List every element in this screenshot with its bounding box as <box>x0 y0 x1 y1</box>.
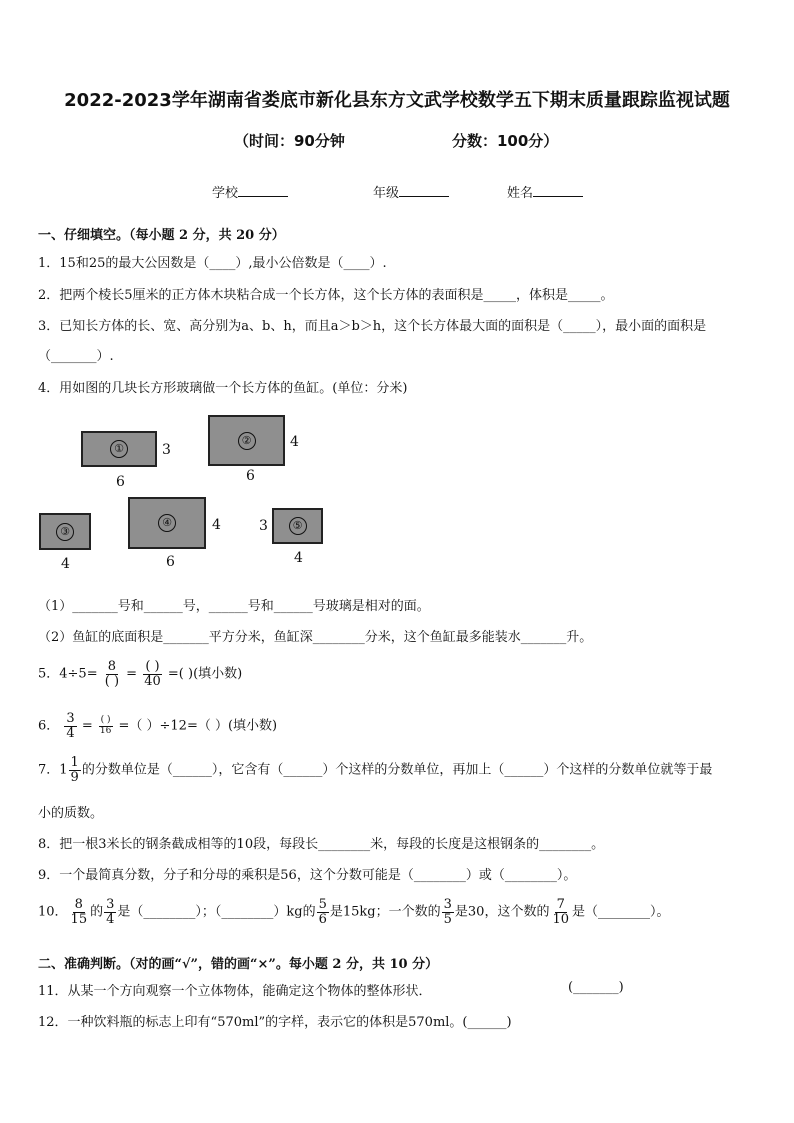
glass-rect-3 <box>39 513 91 550</box>
question-1: 1．15和25的最大公因数是（____）,最小公倍数是（____）. <box>38 256 387 271</box>
rect-4-width: 6 <box>166 554 175 570</box>
q10-b-num: 3 <box>106 897 115 912</box>
q6-fraction-2 <box>98 716 113 736</box>
glass-rect-1 <box>81 431 157 467</box>
question-12: 12．一种饮料瓶的标志上印有“570ml”的字样，表示它的体积是570ml。(______) <box>38 1015 512 1030</box>
q10-a-num: 8 <box>74 897 83 912</box>
q5-prefix: 5．4÷5= <box>38 666 98 682</box>
q10-e-den: 10 <box>552 911 569 927</box>
question-4-part-1: （1）_______号和______号，______号和______号玻璃是相对的面。 <box>38 599 430 614</box>
rect-2-height: 4 <box>290 434 299 450</box>
name-blank[interactable] <box>533 184 583 197</box>
q6-fraction-1 <box>64 712 76 740</box>
q6-prefix: 6． <box>38 718 60 734</box>
q10-c-num: 5 <box>318 897 327 912</box>
rect-4-height: 4 <box>212 517 221 533</box>
question-2: 2．把两个棱长5厘米的正方体木块粘合成一个长方体，这个长方体的表面积是_____，体积是_____。 <box>38 288 614 303</box>
page-title: 2022-2023学年湖南省娄底市新化县东方文武学校数学五下期末质量跟踪监视试题 <box>64 90 730 111</box>
q10-b-den: 4 <box>106 911 115 927</box>
q10-e-num: 7 <box>556 897 565 912</box>
glass-rect-2 <box>208 415 285 466</box>
question-4-part-2: （2）鱼缸的底面积是_______平方分米，鱼缸深________分米，这个鱼缸最多能装水_______升。 <box>38 630 593 645</box>
grade-label: 年级 <box>373 186 400 201</box>
grade-blank[interactable] <box>399 184 449 197</box>
q6-f2-num[interactable]: ( ) <box>100 715 111 726</box>
rect-2-label: ② <box>238 432 256 450</box>
rect-1-height: 3 <box>162 442 171 458</box>
section-1-heading: 一、仔细填空。（每小题 2 分，共 20 分） <box>38 228 285 243</box>
q10-frac-c <box>317 898 329 926</box>
question-7-line2: 小的质数。 <box>38 806 104 821</box>
school-field[interactable] <box>212 182 288 201</box>
question-9: 9．一个最简真分数，分子和分母的乘积是56，这个分数可能是（________）或（________）。 <box>38 868 577 883</box>
q7-fraction <box>69 756 81 784</box>
name-label: 姓名 <box>507 186 534 201</box>
q6-f1-num: 3 <box>66 711 75 726</box>
q5-fraction-2 <box>142 660 163 688</box>
question-3-line2: （_______）. <box>38 349 114 364</box>
q5-f2-den: 40 <box>144 673 161 689</box>
rect-2-width: 6 <box>246 468 255 484</box>
glass-rect-4 <box>128 497 206 549</box>
school-label: 学校 <box>212 186 239 201</box>
question-8: 8．把一根3米长的钢条截成相等的10段，每段长________米，每段的长度是这根钢条的________。 <box>38 837 605 852</box>
rect-5-label: ⑤ <box>289 517 307 535</box>
question-10 <box>38 898 670 926</box>
q5-suffix: =( )(填小数) <box>167 666 243 682</box>
q10-frac-e <box>550 898 571 926</box>
q6-f1-den: 4 <box>66 725 75 741</box>
q7-den: 9 <box>70 769 79 785</box>
q10-d-num: 3 <box>443 897 452 912</box>
rect-3-width: 4 <box>61 556 70 572</box>
rect-4-label: ④ <box>158 514 176 532</box>
q10-a-den: 15 <box>70 911 88 927</box>
q10-t3: 是15kg；一个数的 <box>329 904 441 920</box>
q10-frac-b <box>104 898 116 926</box>
q7-prefix: 7．1 <box>38 762 68 778</box>
q6-eq: = <box>81 718 93 734</box>
question-7-line1 <box>38 756 712 784</box>
exam-score: 分数：100分） <box>452 132 559 150</box>
question-6 <box>38 712 277 740</box>
q10-t4: 是30，这个数的 <box>454 904 550 920</box>
rect-5-width: 4 <box>294 550 303 566</box>
name-field[interactable] <box>507 182 583 201</box>
rect-3-label: ③ <box>56 523 74 541</box>
rect-1-width: 6 <box>116 474 125 490</box>
q5-f2-num[interactable]: ( ) <box>145 659 160 674</box>
q10-c-den: 6 <box>318 911 327 927</box>
question-11: 11．从某一个方向观察一个立体物体，能确定这个物体的整体形状． <box>38 984 432 999</box>
rect-1-label: ① <box>110 440 128 458</box>
question-3-line1: 3．已知长方体的长、宽、高分别为a、b、h，而且a＞b＞h，这个长方体最大面的面积是（_____），最小面的面积是 <box>38 319 707 334</box>
rect-5-height: 3 <box>259 518 268 534</box>
q10-t2: 是（________）；（________）kg的 <box>117 904 316 920</box>
q5-f1-den[interactable]: ( ) <box>104 673 120 689</box>
school-blank[interactable] <box>238 184 288 197</box>
q10-t5: 是（________）。 <box>572 904 670 920</box>
q7-num: 1 <box>70 755 79 770</box>
q5-f1-num: 8 <box>107 659 117 674</box>
q10-d-den: 5 <box>443 911 452 927</box>
q5-fraction-1 <box>103 660 121 688</box>
exam-time: （时间：90分钟 <box>234 132 345 150</box>
question-11-answer[interactable]: (_______) <box>568 980 624 995</box>
q10-frac-a <box>69 898 90 926</box>
q7-text: 的分数单位是（______），它含有（______）个这样的分数单位，再加上（______）个这样的分数单位就等于最 <box>81 762 713 778</box>
q10-prefix: 10． <box>38 904 68 920</box>
glass-rect-5 <box>272 508 323 544</box>
q10-frac-d <box>442 898 454 926</box>
section-2-heading: 二、准确判断。（对的画“√”，错的画“×”。每小题 2 分，共 10 分） <box>38 957 439 972</box>
q5-eq: = <box>126 666 138 682</box>
q6-suffix: =（ ）÷12=（ ）(填小数) <box>118 718 278 734</box>
q6-f2-den: 16 <box>99 725 112 736</box>
question-4: 4．用如图的几块长方形玻璃做一个长方体的鱼缸。(单位：分米) <box>38 381 408 396</box>
q10-t1: 的 <box>90 904 104 920</box>
grade-field[interactable] <box>373 182 449 201</box>
question-5 <box>38 660 242 688</box>
